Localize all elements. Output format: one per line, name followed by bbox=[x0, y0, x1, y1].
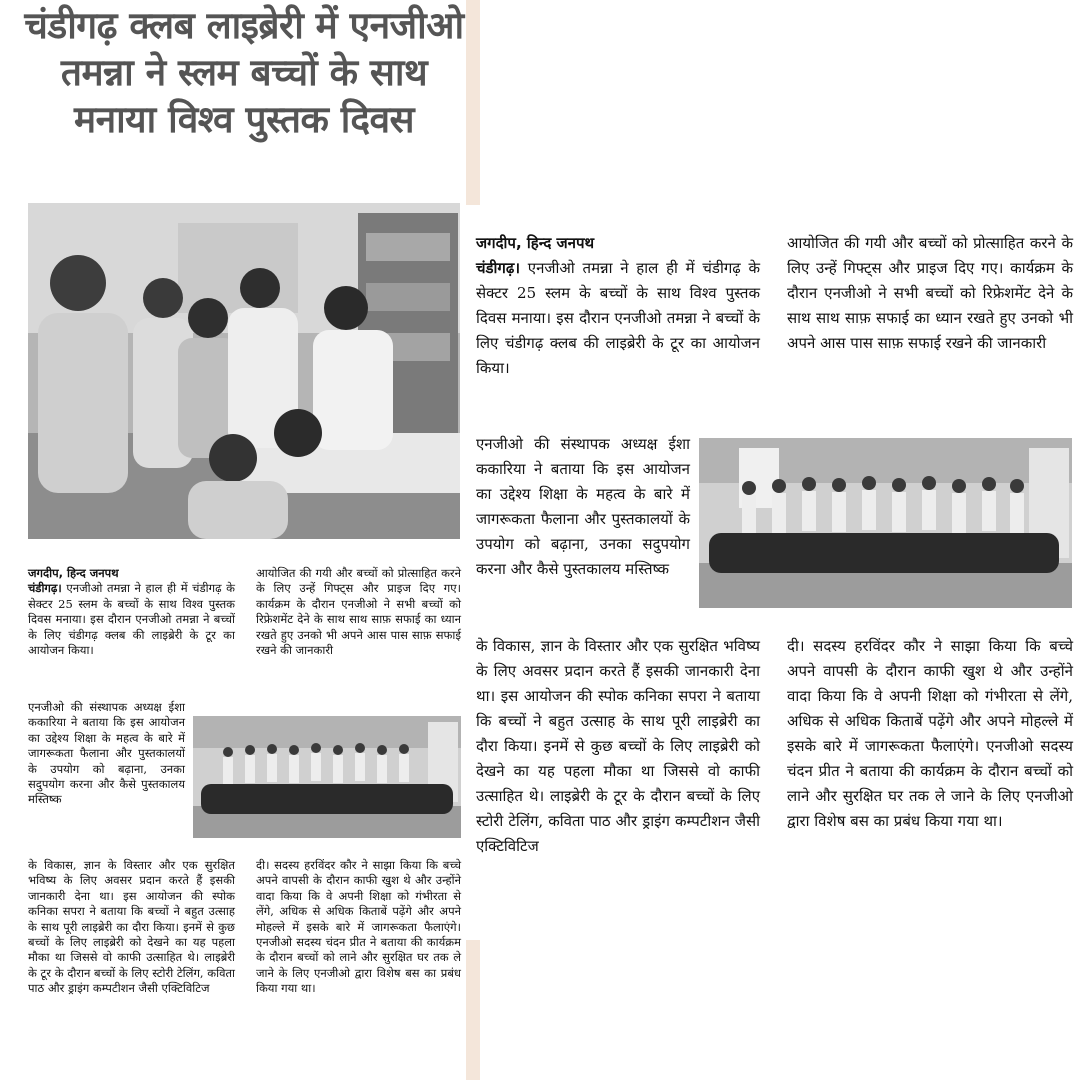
large-para3: के विकास, ज्ञान के विस्तार और एक सुरक्षित भविष्य के लिए अवसर प्रदान करते हैं इसकी जानकारी देना था। इस आयोजन की स्पोक कनिका सपरा ने बताया कि बच्चों ने बहुत उत्साह के साथ पूरी लाइब्रेरी का दौरा किया। इनमें से कुछ बच्चों के लिए लाइब्रेरी को देखने का यह पहला मौका था जिससे वो काफी उत्साहित थे। लाइब्रेरी के टूर के दौरान बच्चों के लिए स्टोरी टेलिंग, कविता पाठ और ड्राइंग कम्पटीशन जैसी एक्टिविटिज bbox=[476, 637, 760, 855]
page-divider-vertical bbox=[466, 0, 480, 205]
large-dateline: चंडीगढ़। bbox=[476, 259, 521, 277]
large-para5: दी। सदस्य हरविंदर कौर ने साझा किया कि बच्चे अपने वापसी के दौरान काफी खुश थे और उन्होंने वादा किया कि वे अपनी शिक्षा को गंभीरता से लेंगे, अधिक से अधिक किताबें पढ़ेंगे और अपने मोहल्ले में इसके बारे में जागरूकता फैलाएंगे। एनजीओ सदस्य चंदन प्रीत ने बताया की कार्यक्रम के दौरान बच्चों को लाने और सुरक्षित घर तक ले जाने के लिए एनजीओ द्वारा विशेष बस का प्रबंध किया गया था। bbox=[787, 637, 1073, 830]
large-para1: एनजीओ तमन्ना ने हाल ही में चंडीगढ़ के सेक्टर 25 स्लम के बच्चों के साथ विश्व पुस्तक दिवस मनाया। इस दौरान एनजीओ तमन्ना ने बच्चों के लिए चंडीगढ़ क्लब की लाइब्रेरी के टूर का आयोजन किया। bbox=[476, 259, 760, 377]
small-article-col-1b bbox=[28, 700, 185, 808]
small-article-col-2a bbox=[256, 566, 461, 658]
small-byline: जगदीप, हिन्द जनपथ bbox=[28, 566, 119, 580]
small-para1: एनजीओ तमन्ना ने हाल ही में चंडीगढ़ के सेक्टर 25 स्लम के बच्चों के साथ विश्व पुस्तक दिवस मनाया। इस दौरान एनजीओ तमन्ना ने बच्चों के लिए चंडीगढ़ क्लब की लाइब्रेरी के टूर का आयोजन किया। bbox=[28, 581, 236, 658]
large-article-col-2b bbox=[787, 634, 1073, 834]
large-article-col-1c bbox=[476, 634, 760, 859]
library-photo bbox=[28, 203, 460, 539]
large-para2: एनजीओ की संस्थापक अध्यक्ष ईशा ककारिया ने बताया कि इस आयोजन का उद्देश्य शिक्षा के महत्व के बारे में जागरूकता फैलाना और पुस्तकालयों के उपयोग को बढ़ाना, उनका सदुपयोग करना और कैसे पुस्तकालय मस्तिष्क bbox=[476, 435, 690, 578]
small-para2: एनजीओ की संस्थापक अध्यक्ष ईशा ककारिया ने बताया कि इस आयोजन का उद्देश्य शिक्षा के महत्व के बारे में जागरूकता फैलाना और पुस्तकालयों के उपयोग को बढ़ाना, उनका सदुपयोग करना और कैसे पुस्तकालय मस्तिष्क bbox=[28, 700, 185, 807]
large-para4: आयोजित की गयी और बच्चों को प्रोत्साहित करने के लिए उन्हें गिफ्ट्स और प्राइज दिए गए। कार्यक्रम के दौरान एनजीओ ने सभी बच्चों को रिफ्रेशमेंट देने के साथ साथ साफ़ सफाई का ध्यान रखते हुए उनको भी अपने आस पास साफ़ सफाई रखने की जानकारी bbox=[787, 234, 1073, 352]
small-para4: आयोजित की गयी और बच्चों को प्रोत्साहित करने के लिए उन्हें गिफ्ट्स और प्राइज दिए गए। कार्यक्रम के दौरान एनजीओ ने सभी बच्चों को रिफ्रेशमेंट देने के साथ साथ साफ़ सफाई का ध्यान रखते हुए उनको भी अपने आस पास साफ़ सफाई रखने की जानकारी bbox=[256, 566, 461, 658]
group-photo-small bbox=[193, 716, 461, 838]
small-para3: के विकास, ज्ञान के विस्तार और एक सुरक्षित भविष्य के लिए अवसर प्रदान करते हैं इसकी जानकारी देना था। इस आयोजन की स्पोक कनिका सपरा ने बताया कि बच्चों ने बहुत उत्साह के साथ पूरी लाइब्रेरी का दौरा किया। इनमें से कुछ बच्चों के लिए लाइब्रेरी को देखने का यह पहला मौका था जिससे वो काफी उत्साहित थे। लाइब्रेरी के टूर के दौरान बच्चों के लिए स्टोरी टेलिंग, कविता पाठ और ड्राइंग कम्पटीशन जैसी एक्टिविटिज bbox=[28, 858, 235, 996]
large-article-col-1b bbox=[476, 432, 690, 582]
large-byline: जगदीप, हिन्द जनपथ bbox=[476, 234, 595, 252]
small-article-col-2b bbox=[256, 858, 461, 997]
group-photo-large bbox=[699, 438, 1072, 608]
small-article-col-1c bbox=[28, 858, 235, 997]
page-divider-vertical-lower bbox=[466, 940, 480, 1080]
large-article-col-1a bbox=[476, 231, 760, 381]
small-article-col-1a bbox=[28, 566, 235, 658]
small-dateline: चंडीगढ़। bbox=[28, 581, 62, 596]
headline: चंडीगढ़ क्लब लाइब्रेरी में एनजीओ तमन्ना ने स्लम बच्चों के साथ मनाया विश्व पुस्तक दिवस bbox=[24, 4, 464, 141]
large-article-col-2a bbox=[787, 231, 1073, 356]
small-para5: दी। सदस्य हरविंदर कौर ने साझा किया कि बच्चे अपने वापसी के दौरान काफी खुश थे और उन्होंने वादा किया कि वे अपनी शिक्षा को गंभीरता से लेंगे, अधिक से अधिक किताबें पढ़ेंगे और अपने मोहल्ले में इसके बारे में जागरूकता फैलाएंगे। एनजीओ सदस्य चंदन प्रीत ने बताया की कार्यक्रम के दौरान बच्चों को लाने और सुरक्षित घर तक ले जाने के लिए एनजीओ द्वारा विशेष बस का प्रबंध किया गया था। bbox=[256, 858, 461, 996]
